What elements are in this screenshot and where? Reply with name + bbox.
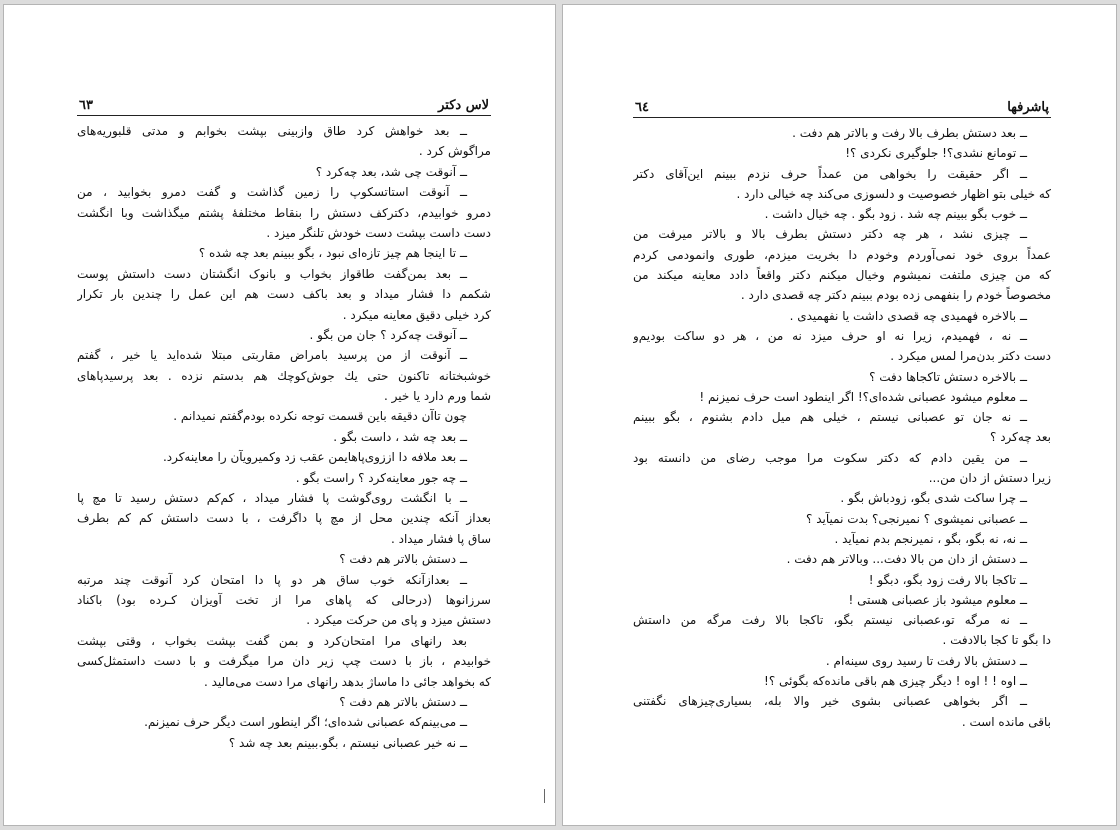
text-line: باقی مانده است . bbox=[961, 714, 1051, 729]
gutter-mark bbox=[544, 789, 545, 803]
text-line: ــ چیزی نشد ، هر چه دکتر دستش بطرف بالا و بالاتر میرفت من bbox=[633, 227, 1027, 242]
left-page-text bbox=[77, 121, 491, 753]
right-page-header bbox=[633, 99, 1051, 118]
text-line: ــ بعد ملافه دا اززوی‌پاهایمن عقب زد وکمیرویآن را معاینه‌کرد. bbox=[162, 450, 467, 465]
text-line: ــ بعد بمن‌گفت طاقواز بخواب و بانوک انگشتان دست داستش پوست bbox=[77, 266, 467, 281]
text-line: بعد چه‌کرد ؟ bbox=[990, 430, 1051, 445]
text-line: ــ تومانع نشدی؟! جلوگیری نکردی ؟! bbox=[845, 146, 1027, 161]
text-line: ــ نه خیر عصبانی نیستم ، بگو.ببینم بعد چه شد ؟ bbox=[228, 735, 467, 750]
text-line: سرزانوها (درحالی که پاهای مرا از تخت آویزان کـرده بود) باکناد bbox=[77, 592, 491, 607]
text-line: دستش میزد و پای من حرکت میکرد . bbox=[306, 613, 491, 628]
text-line: ــ بالاخره دستش تاکجاها دفت ؟ bbox=[869, 369, 1027, 384]
text-line: زیرا دستش از دان من... bbox=[928, 471, 1051, 486]
text-line: ــ بالاخره فهمیدی چه قصدی داشت یا نفهمیدی . bbox=[789, 308, 1027, 323]
right-page-title: پاشرفها bbox=[1007, 100, 1049, 115]
text-line: ــ بعد دستش بطرف بالا رفت و بالاتر هم دفت . bbox=[792, 126, 1027, 140]
text-line: ــ آنوقت از من پرسید بامراض مقاربتی مبتلا شده‌اید یا خیر ، گفتم bbox=[77, 348, 467, 363]
left-page-header bbox=[77, 97, 491, 116]
text-line: بعداز آنکه چندین محل از مچ پا داگرفت ، با دست داستش کم کم بطرف bbox=[77, 511, 491, 526]
text-line: ــ دستش بالاتر هم دفت ؟ bbox=[339, 694, 467, 709]
text-line: ــ تا اینجا هم چیز تازه‌ای نبود ، بگو ببینم بعد چه شده ؟ bbox=[198, 246, 467, 261]
text-line: ــ نه جان تو عصبانی نیستم ، خیلی هم میل دادم بشنوم ، بگو ببینم bbox=[633, 410, 1027, 425]
left-page-title: لاس دکتر bbox=[438, 98, 489, 113]
text-line: بعد رانهای مرا امتحان‌کرد و بمن گفت بپشت بخواب ، وقتی بپشت bbox=[77, 633, 467, 648]
text-line: ــ چرا ساکت شدی بگو، زودباش بگو . bbox=[840, 491, 1027, 506]
text-line: ــ بعدازآنکه خوب ساق هر دو پا دا امتحان کرد آنوقت چند مرتبه bbox=[77, 572, 467, 587]
text-line: عمداً بروی خود نمی‌آوردم وخودم دا بخریت میزدم، طوری وانمودمی کردم bbox=[633, 247, 1051, 262]
text-line: ــ بعد چه شد ، داست بگو . bbox=[333, 429, 467, 444]
text-line: ــ آنوقت چی شد، بعد چه‌کرد ؟ bbox=[315, 164, 467, 179]
text-line: چون تاآن دقیقه باین قسمت توجه نکرده بودم‌گفتم نمیدانم . bbox=[173, 409, 467, 424]
text-line: ــ با انگشت روی‌گوشت پا فشار میداد ، کم‌کم دستش رسید تا مچ پا bbox=[77, 491, 467, 506]
text-line: ــ خوب بگو ببینم چه شد . زود بگو . چه خیال داشت . bbox=[764, 207, 1027, 222]
text-line: ــ چه جور معاینه‌کرد ؟ راست بگو . bbox=[295, 470, 467, 485]
text-line: دست دکتر بدن‌مرا لمس میکرد . bbox=[890, 349, 1051, 364]
text-line: دست داست بپشت دست خودش تلنگر میزد . bbox=[266, 225, 491, 240]
text-line: ــ معلوم میشود باز عصبانی هستی ! bbox=[848, 592, 1027, 607]
text-line: ــ نه ، فهمیدم، زیرا نه او حرف میزد نه من ، هر دو ساکت بودیم‌و bbox=[633, 328, 1027, 343]
text-line: که من چیزی ملتفت نمیشوم وخیال میکنم دکتر واقعاً دادد معاینه میکند من bbox=[633, 268, 1051, 283]
text-line: خوابیدم ، باز با دست چپ زیر دان مرا میگرفت و با دست داستمثل‌کسی bbox=[77, 654, 491, 669]
text-line: ــ اگر بخواهی عصبانی بشوی خیر والا بله، بسیاری‌چیزهای نگفتنی bbox=[633, 694, 1027, 709]
left-page-column bbox=[77, 97, 491, 753]
text-line: ــ می‌بینم‌که عصبانی شده‌ای؛ اگر اینطور است دیگر حرف نمیزنم. bbox=[144, 715, 467, 730]
text-line: ــ بعد خواهش کرد طاق وازبینی بپشت بخوابم و مدتی قلبوریه‌های bbox=[77, 124, 467, 138]
text-line: ــ اگر حقیقت را بخواهی من عمداً حرف نزدم ببینم این‌آقای دکتر bbox=[633, 166, 1027, 181]
text-line: مخصوصاً خودم را بنفهمی زده بودم ببینم دکتر چه قصدی دارد . bbox=[740, 288, 1051, 303]
text-line: که خیلی بتو اظهار خصوصیت و دلسوزی می‌کند چه خیالی دارد . bbox=[736, 186, 1051, 201]
text-line: ــ دستش بالا رفت تا رسید روی سینه‌ام . bbox=[825, 653, 1027, 668]
text-line: ــ معلوم میشود عصبانی شده‌ای؟! اگر اینطود است حرف نمیزنم ! bbox=[699, 389, 1027, 404]
text-line: ــ نه مرگه تو،عصبانی نیستم بگو، تاکجا بالا رفت مرگه من داستش bbox=[633, 613, 1027, 628]
text-line: ــ نه، نه بگو، بگو ، نمیرنجم بدم نمیآید . bbox=[834, 531, 1027, 546]
right-page bbox=[562, 4, 1117, 826]
text-line: مراگوش کرد . bbox=[418, 144, 491, 159]
right-page-column bbox=[633, 99, 1051, 732]
text-line: ــ دستش بالاتر هم دفت ؟ bbox=[339, 552, 467, 567]
text-line: ــ عصبانی نمیشوی ؟ نمیرنجی؟ بدت نمیآید ؟ bbox=[806, 511, 1027, 526]
text-line: شما ورم دارد یا خیر . bbox=[383, 389, 491, 404]
text-line: ساق پا فشار میداد . bbox=[390, 531, 491, 546]
text-line: ــ من یقین دادم که دکتر سکوت مرا موجب رضای من دانسته بود bbox=[633, 450, 1027, 465]
right-page-text bbox=[633, 123, 1051, 732]
text-line: دمرو خوابیدم، دکترکف دستش را بنقاط مختلفهٔ پشتم میگذاشت وبا انگشت bbox=[77, 205, 491, 220]
left-page-number: ٦٣ bbox=[79, 98, 93, 113]
right-page-number: ٦٤ bbox=[635, 100, 649, 115]
text-line: ــ آنوقت چه‌کرد ؟ جان من بگو . bbox=[309, 327, 467, 342]
text-line: ــ تاکجا بالا رفت زود بگو، دبگو ! bbox=[868, 572, 1027, 587]
text-line: ــ آنوقت استاتسکوپ را زمین گذاشت و گفت دمرو بخوابید ، من bbox=[77, 185, 467, 200]
text-line: کرد خیلی دقیق معاینه میکرد . bbox=[342, 307, 491, 322]
text-line: ــ اوه ! ! اوه ! دیگر چیزی هم باقی مانده‌که بگوئی ؟! bbox=[764, 674, 1027, 689]
text-line: شکمم دا فشار میداد و بعد باکف دست هم این عمل را چندین بار تکرار bbox=[77, 287, 491, 302]
text-line: خوشبختانه تاکنون حتی یك جوش‌کوچك هم بدستم نزده . بعد پرسید‌پاهای bbox=[77, 368, 491, 383]
text-line: دا بگو تا کجا بالادفت . bbox=[942, 633, 1051, 648]
left-page bbox=[3, 4, 556, 826]
text-line: ــ دستش از دان من بالا دفت... وبالاتر هم دفت . bbox=[786, 552, 1027, 567]
text-line: که بخواهد جائی دا ماساژ بدهد رانهای مرا دست می‌مالید . bbox=[203, 674, 491, 689]
